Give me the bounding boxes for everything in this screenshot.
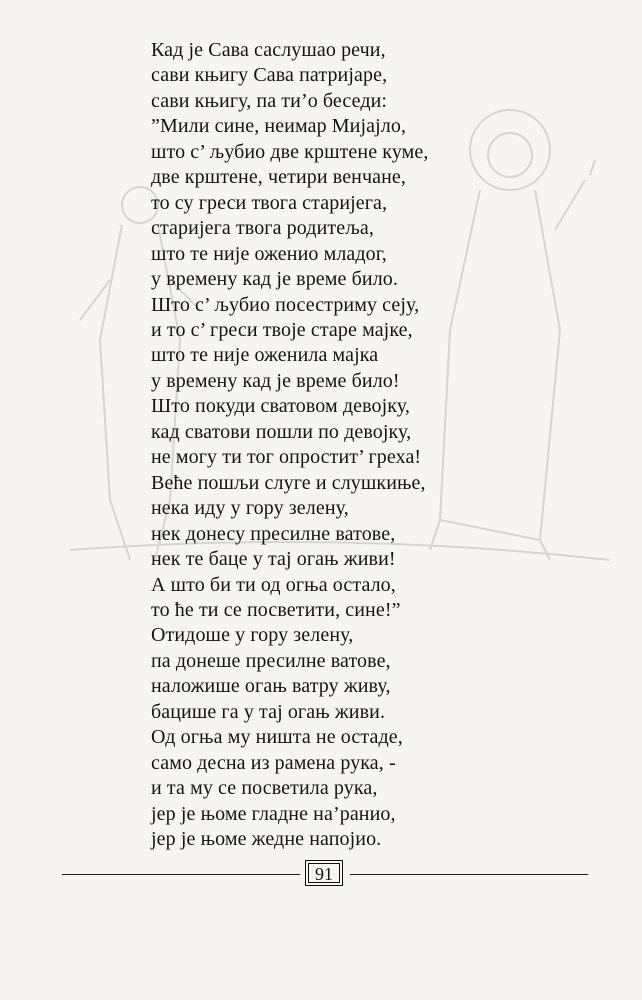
poem-line: јер је њоме гладне на’ранио,: [151, 802, 396, 825]
poem-line: што с’ љубио две крштене куме,: [151, 140, 429, 163]
poem-line: и та му се посветила рука,: [151, 777, 378, 800]
poem-line: само десна из рамена рука, -: [151, 751, 396, 774]
poem-line: Веће пошљи слуге и слушкиње,: [151, 471, 426, 494]
poem-line: што те није оженио младог,: [151, 242, 387, 265]
poem-line: то ће ти се посветити, сине!”: [151, 598, 401, 621]
poem-line: старијега твога родитеља,: [151, 217, 374, 240]
poem-line: ”Мили сине, неимар Мијајло,: [151, 115, 407, 138]
poem-line: у времену кад је време било.: [151, 268, 398, 291]
poem-line: сави књигу Сава патријаре,: [151, 64, 388, 87]
poem-line: бацише га у тај огањ живи.: [151, 700, 386, 723]
poem-line: А што би ти од огња остало,: [151, 573, 396, 596]
poem-line: што те није оженила мајка: [151, 344, 379, 367]
poem-line: Отидоше у гору зелену,: [151, 624, 354, 647]
poem-line: то су греси твога старијега,: [151, 191, 388, 214]
poem-line: нек те баце у тај огањ живи!: [151, 548, 396, 571]
page-number: 91: [305, 860, 343, 886]
poem-line: не могу ти тог опростит’ греха!: [151, 446, 422, 469]
poem-line: у времену кад је време било!: [151, 369, 400, 392]
poem-line: Од огња му ништа не остаде,: [151, 726, 403, 749]
poem-line: нек донесу пресилне ватове,: [151, 522, 396, 545]
footer-rule-left: [62, 874, 300, 875]
page-footer: [62, 860, 588, 890]
poem-line: Што с’ љубио посестриму сеју,: [151, 293, 420, 316]
poem-text: [151, 38, 591, 853]
poem-line: Кад је Сава саслушао речи,: [151, 39, 386, 61]
poem-line: две крштене, четири венчане,: [151, 166, 406, 189]
poem-line: кад сватови пошли по девојку,: [151, 420, 412, 443]
poem-line: наложише огањ ватру живу,: [151, 675, 391, 698]
poem-line: нека иду у гору зелену,: [151, 497, 349, 520]
poem-line: сави књигу, па ти’о беседи:: [151, 89, 388, 112]
poem-line: и то с’ греси твоје старе мајке,: [151, 318, 413, 341]
poem-line: јер је њоме жедне напојио.: [151, 828, 382, 851]
poem-line: Што покуди сватовом девојку,: [151, 395, 411, 418]
footer-rule-right: [350, 874, 588, 875]
poem-line: па донеше пресилне ватове,: [151, 649, 391, 672]
